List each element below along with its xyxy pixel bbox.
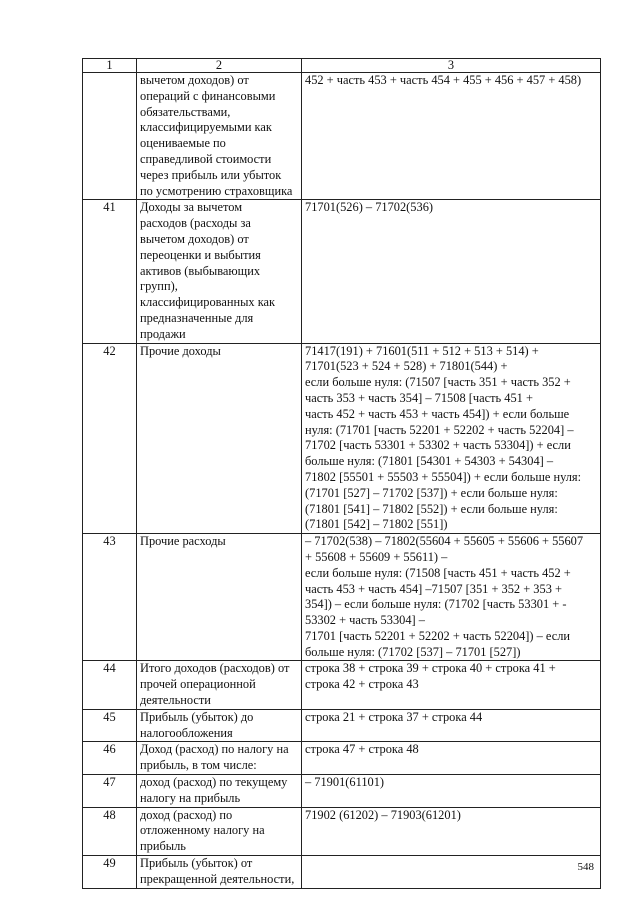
indicator-name bbox=[137, 661, 302, 709]
calculation-formula bbox=[302, 200, 601, 343]
calculation-formula bbox=[302, 856, 601, 889]
row-number: 46 bbox=[83, 742, 137, 775]
formula-line: строка 47 + строка 48 bbox=[305, 742, 419, 757]
table-row bbox=[83, 661, 601, 709]
table-body bbox=[83, 59, 601, 889]
formula-line: строка 21 + строка 37 + строка 44 bbox=[305, 709, 483, 724]
indicator-name-line: прибыль bbox=[140, 839, 186, 854]
formula-line: 71417(191) + 71601(511 + 512 + 513 + 514) + bbox=[305, 343, 539, 358]
document-table bbox=[82, 58, 601, 889]
formula-line: строка 38 + строка 39 + строка 40 + строка 41 + bbox=[305, 661, 556, 676]
indicator-name-line: Доход (расход) по налогу на bbox=[140, 742, 289, 757]
formula-line: 71702 [часть 53301 + 53302 + часть 53304]) + если bbox=[305, 438, 571, 453]
indicator-name-line: расходов (расходы за bbox=[140, 216, 251, 231]
indicator-name-line: налогу на прибыль bbox=[140, 790, 241, 805]
formula-line: 71802 [55501 + 55503 + 55504]) + если больше нуля: bbox=[305, 469, 582, 484]
formula-line: + 55608 + 55609 + 55611) – bbox=[305, 549, 448, 564]
indicator-name-line: Прибыль (убыток) от bbox=[140, 856, 253, 871]
formula-line: нуля: (71701 [часть 52201 + 52202 + часть 52204] – bbox=[305, 422, 574, 437]
indicator-name bbox=[137, 73, 302, 200]
row-number: 42 bbox=[83, 343, 137, 534]
formula-line: (71701 [527] – 71702 [537]) + если больше нуля: bbox=[305, 485, 558, 500]
table-row bbox=[83, 200, 601, 343]
indicator-name-line: Доходы за вычетом bbox=[140, 200, 243, 215]
row-number: 43 bbox=[83, 534, 137, 661]
formula-line: 71701(523 + 524 + 528) + 71801(544) + bbox=[305, 359, 508, 374]
indicator-name bbox=[137, 709, 302, 742]
indicator-name-line: Прочие доходы bbox=[140, 343, 221, 358]
indicator-name-line: операций с финансовыми bbox=[140, 88, 276, 103]
calculation-formula bbox=[302, 73, 601, 200]
calculation-formula bbox=[302, 709, 601, 742]
indicator-name-line: доход (расход) по текущему bbox=[140, 775, 288, 790]
indicator-name-line: справедливой стоимости bbox=[140, 151, 272, 166]
indicator-name-line: классифицируемыми как bbox=[140, 120, 272, 135]
calculation-formula bbox=[302, 775, 601, 808]
indicator-name bbox=[137, 534, 302, 661]
indicator-name-line: классифицированных как bbox=[140, 295, 276, 310]
formula-line: строка 42 + строка 43 bbox=[305, 677, 419, 692]
row-number: 41 bbox=[83, 200, 137, 343]
table-row bbox=[83, 534, 601, 661]
formula-line: если больше нуля: (71507 [часть 351 + часть 352 + bbox=[305, 375, 571, 390]
table-row bbox=[83, 709, 601, 742]
row-number: 45 bbox=[83, 709, 137, 742]
formula-line: – 71702(538) – 71802(55604 + 55605 + 55606 + 55607 bbox=[305, 534, 584, 549]
indicator-name-line: налогообложения bbox=[140, 725, 233, 740]
indicator-name bbox=[137, 343, 302, 534]
indicator-name-line: по усмотрению страховщика bbox=[140, 183, 293, 198]
formula-line: 71701 [часть 52201 + 52202 + часть 52204]) – если bbox=[305, 628, 571, 643]
formula-line: 452 + часть 453 + часть 454 + 455 + 456 + 457 + 458) bbox=[305, 73, 582, 87]
formula-line: часть 453 + часть 454] –71507 [351 + 352 + 353 + bbox=[305, 581, 562, 596]
row-number: 49 bbox=[83, 856, 137, 889]
formula-line: больше нуля: (71702 [537] – 71701 [527]) bbox=[305, 644, 521, 659]
table-row bbox=[83, 775, 601, 808]
indicator-name-line: Прочие расходы bbox=[140, 534, 226, 549]
indicator-name-line: оцениваемые по bbox=[140, 136, 226, 151]
indicator-name-line: Итого доходов (расходов) от bbox=[140, 661, 290, 676]
formula-line: 53302 + часть 53304] – bbox=[305, 613, 425, 628]
indicator-name-line: прочей операционной bbox=[140, 677, 256, 692]
page-number: 548 bbox=[577, 861, 594, 873]
indicator-name bbox=[137, 856, 302, 889]
indicator-name-line: Прибыль (убыток) до bbox=[140, 709, 254, 724]
formula-line: 354]) – если больше нуля: (71702 [часть 53301 + - bbox=[305, 597, 567, 612]
row-number bbox=[83, 73, 137, 200]
formula-line: 71701(526) – 71702(536) bbox=[305, 200, 434, 215]
row-number: 48 bbox=[83, 807, 137, 855]
formula-line: 71902 (61202) – 71903(61201) bbox=[305, 807, 461, 822]
calculation-formula bbox=[302, 742, 601, 775]
row-number: 47 bbox=[83, 775, 137, 808]
indicator-name-line: обязательствами, bbox=[140, 104, 231, 119]
formula-line: (71801 [541] – 71802 [552]) + если больше нуля: bbox=[305, 501, 558, 516]
indicator-name-line: активов (выбывающих bbox=[140, 263, 261, 278]
formula-line: если больше нуля: (71508 [часть 451 + часть 452 + bbox=[305, 565, 571, 580]
indicator-name-line: переоценки и выбытия bbox=[140, 247, 261, 262]
table-row bbox=[83, 856, 601, 889]
indicator-name bbox=[137, 807, 302, 855]
header-row bbox=[83, 59, 601, 73]
indicator-name bbox=[137, 775, 302, 808]
formula-line: – 71901(61101) bbox=[305, 775, 385, 790]
table-row bbox=[83, 343, 601, 534]
formula-line: часть 452 + часть 453 + часть 454]) + если больше bbox=[305, 406, 570, 421]
indicator-name-line: через прибыль или убыток bbox=[140, 167, 282, 182]
indicator-name bbox=[137, 742, 302, 775]
indicator-name-line: групп), bbox=[140, 279, 178, 294]
indicator-name-line: продажи bbox=[140, 326, 186, 341]
header-col-1: 1 bbox=[83, 59, 137, 73]
header-col-3: 3 bbox=[302, 59, 601, 73]
indicator-name-line: деятельности bbox=[140, 693, 211, 708]
calculation-formula bbox=[302, 343, 601, 534]
table-row bbox=[83, 807, 601, 855]
indicator-name-line: прекращенной деятельности, bbox=[140, 871, 295, 886]
formula-line: (71801 [542] – 71802 [551]) bbox=[305, 517, 448, 532]
calculation-formula bbox=[302, 661, 601, 709]
indicator-name-line: вычетом доходов) от bbox=[140, 231, 249, 246]
calculation-formula bbox=[302, 807, 601, 855]
formula-line: часть 353 + часть 354] – 71508 [часть 451 + bbox=[305, 390, 533, 405]
indicator-name-line: прибыль, в том числе: bbox=[140, 758, 257, 773]
header-col-2: 2 bbox=[137, 59, 302, 73]
indicator-name-line: предназначенные для bbox=[140, 310, 254, 325]
row-number: 44 bbox=[83, 661, 137, 709]
table-row bbox=[83, 742, 601, 775]
indicator-name-line: вычетом доходов) от bbox=[140, 73, 249, 87]
calculation-formula bbox=[302, 534, 601, 661]
indicator-name-line: доход (расход) по bbox=[140, 807, 233, 822]
indicator-name bbox=[137, 200, 302, 343]
table-row bbox=[83, 73, 601, 200]
indicator-name-line: отложенному налогу на bbox=[140, 823, 265, 838]
formula-line: больше нуля: (71801 [54301 + 54303 + 54304] – bbox=[305, 454, 554, 469]
